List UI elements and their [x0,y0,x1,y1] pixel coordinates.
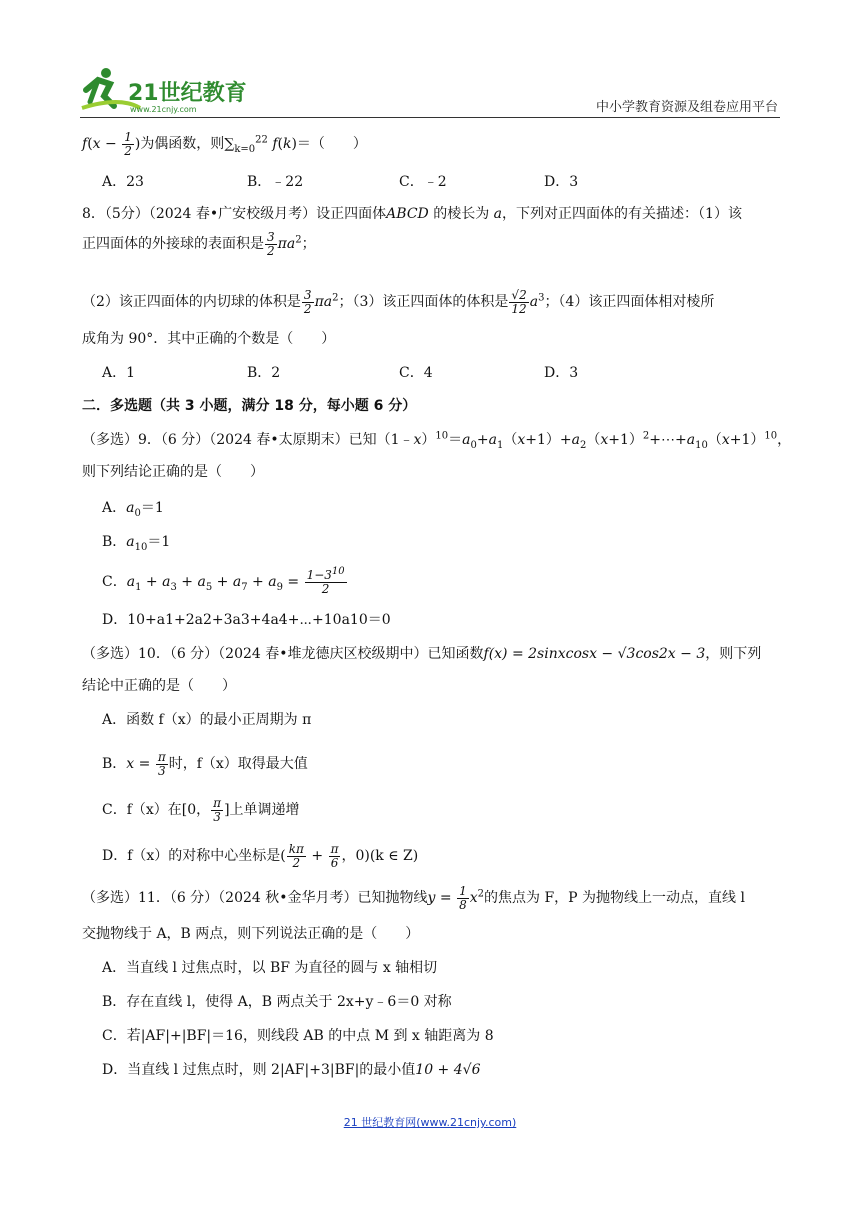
q11-option-a[interactable]: A．当直线 l 过焦点时，以 BF 为直径的圆与 x 轴相切 [102,960,438,976]
q8-stem-line1: 8．（5分）（2024 春•广安校级月考）设正四面体ABCD 的棱长为 a，下列对正四面体的有关描述：（1）该 [82,206,742,222]
q9-option-b[interactable]: B．$a_{10}=1$ [102,534,171,553]
q10-option-b[interactable]: B．x = $\frac{\pi}{3}$ 时，f（x）取得最大值 [102,750,308,778]
q9-stem-line1: （多选）9．（6 分）（2024 春•太原期末）已知$(1﹣x)^{10}=a_0+a_1(x+1)+a_2(x+1)^2+\cdots+a_{10}(x+1)^{10}$， [82,430,792,451]
q9-option-c[interactable]: C．$a_1 + a_3 + a_5 + a_7 + a_9$ = $\frac{1-3^{10}}{2}$ [102,566,345,596]
site-logo[interactable] [80,66,250,116]
q11-option-d[interactable]: D．当直线 l 过焦点时，则 2|AF|+3|BF|的最小值10 + 4√6 [102,1062,481,1078]
platform-name: 中小学教育资源及组卷应用平台 [595,100,778,115]
q7-option-b[interactable]: B．﹣22 [247,174,304,190]
q8-option-c[interactable]: C．4 [399,365,433,381]
header-divider [80,117,780,118]
q11-stem-line1: （多选）11．（6 分）（2024 秋•金华月考）已知抛物线y = $\frac{1}{8}$ $x^2$的焦点为 F，P 为抛物线上一动点，直线 l [82,884,745,912]
q10-option-d[interactable]: D．f（x）的对称中心坐标是( $\frac{k\pi}{2}$ + $\frac{\pi}{6}$ ，0)(k ∈ Z) [102,842,419,870]
svg-text:21世纪教育: 21世纪教育 [128,81,247,106]
q10-stem-line2: 结论中正确的是（ ） [82,678,236,694]
q10-stem-line1: （多选）10．（6 分）（2024 春•堆龙德庆区校级期中）已知函数f(x) = 2sinxcosx − √3cos2x − 3，则下列 [82,646,762,662]
q7-option-d[interactable]: D．3 [544,174,579,190]
q11-option-c[interactable]: C．若|AF|+|BF|＝16，则线段 AB 的中点 M 到 x 轴距离为 8 [102,1028,494,1044]
footer-link[interactable]: 21 世纪教育网(www.21cnjy.com) [343,1116,517,1129]
q8-option-d[interactable]: D．3 [544,365,579,381]
q8-stem-line3: （2）该正四面体的内切球的体积是 $\frac{3}{2}$ $\pi a^2$；（3）该正四面体的体积是 $\frac{√2}{12}$ $a^3$；（4）该正四面体相对棱所 [82,288,715,316]
svg-text:www.21cnjy.com: www.21cnjy.com [130,105,197,114]
q9-option-d[interactable]: D．10+a1+2a2+3a3+4a4+⋯+10a10＝0 [102,612,391,628]
page-footer [0,1114,860,1130]
q7-option-c[interactable]: C．﹣2 [399,174,447,190]
q10-option-c[interactable]: C．f（x）在[0， $\frac{\pi}{3}$ ]上单调递增 [102,796,300,824]
q8-stem-line2: 正四面体的外接球的表面积是 $\frac{3}{2}$ $\pi a^2$； [82,230,316,258]
q7-stem: f(x − $\frac{1}{2}$ )为偶函数，则$\sum_{k=0}^{22}$ f(k)＝（ ） [82,130,367,158]
q11-option-b[interactable]: B．存在直线 l，使得 A，B 两点关于 2x+y﹣6＝0 对称 [102,994,452,1010]
page-header [80,66,780,118]
q8-stem-line4: 成角为 90°．其中正确的个数是（ ） [82,331,336,347]
q9-option-a[interactable]: A．$a_0=1$ [102,500,164,519]
q11-stem-line2: 交抛物线于 A，B 两点，则下列说法正确的是（ ） [82,926,420,942]
q9-stem-line2: 则下列结论正确的是（ ） [82,464,264,480]
q7-option-a[interactable]: A．23 [102,174,144,190]
q10-option-a[interactable]: A．函数 f（x）的最小正周期为 π [102,712,312,728]
q8-option-b[interactable]: B．2 [247,365,281,381]
section-title-multi-choice: 二．多选题（共 3 小题，满分 18 分，每小题 6 分） [82,398,417,414]
q8-option-a[interactable]: A．1 [102,365,136,381]
